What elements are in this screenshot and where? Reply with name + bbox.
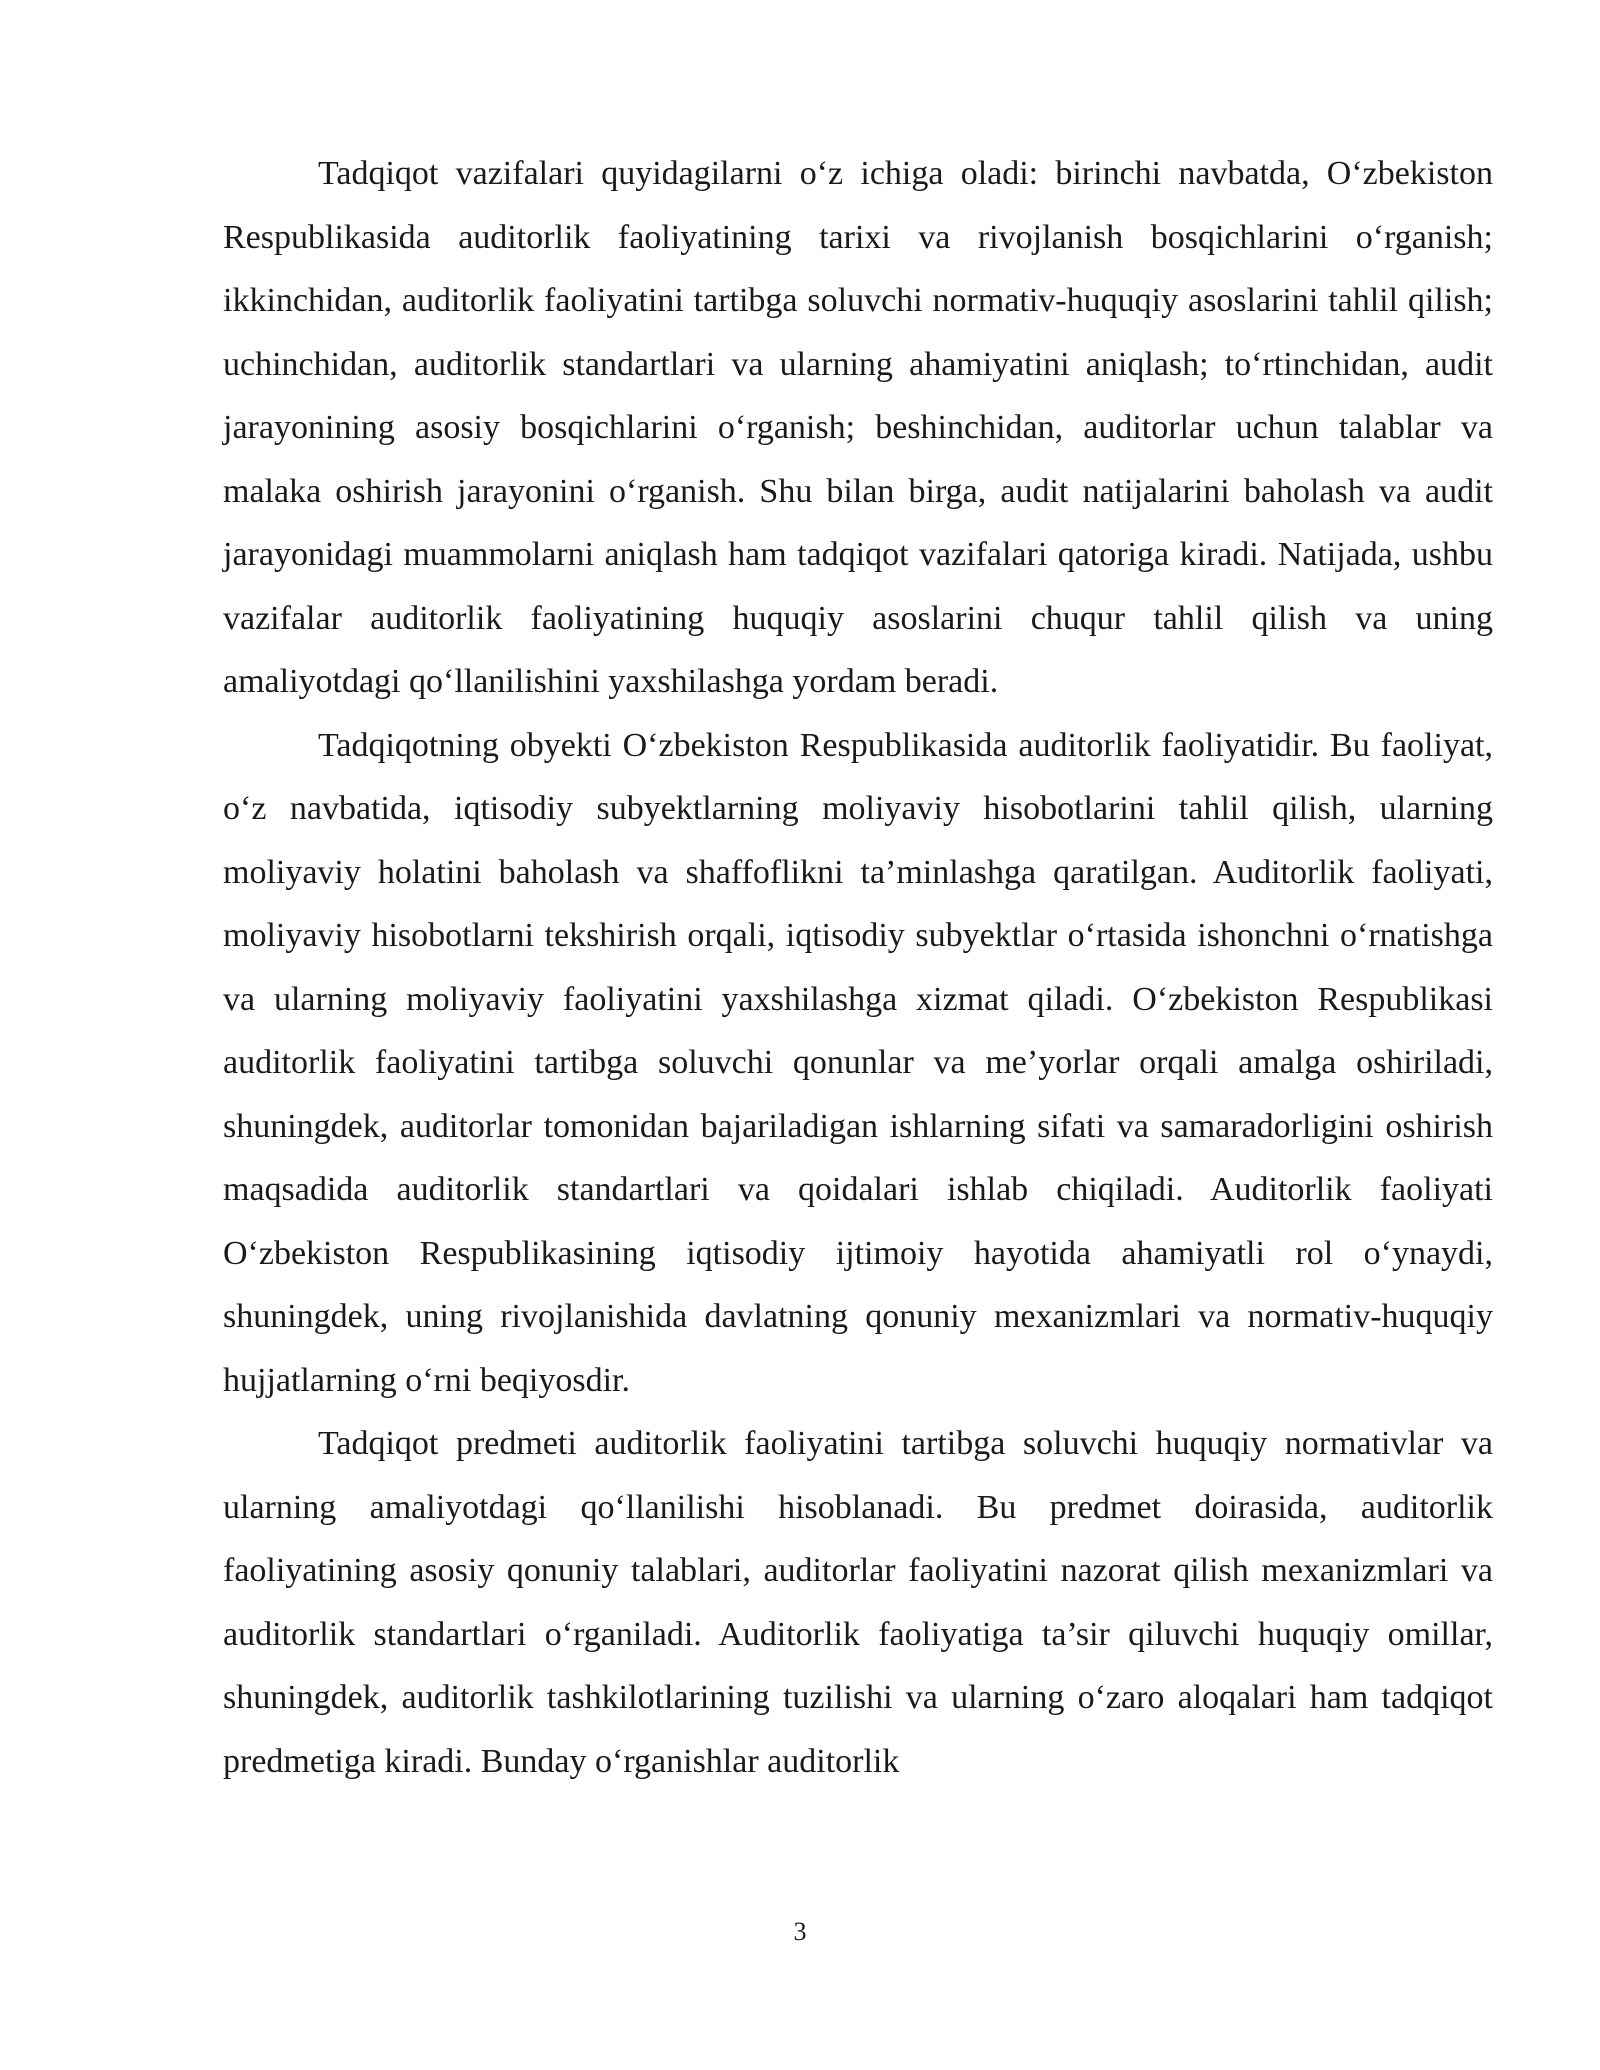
page-number: 3	[793, 1917, 807, 1946]
paragraph-research-subject: Tadqiqot predmeti auditorlik faoliyatini tartibga soluvchi huquqiy normativlar va ularning amaliyotdagi qo‘llanilishi hisoblanadi. Bu predmet doirasida, auditorlik faoliyatining asosiy qonuniy talablari, auditorlar faoliyatini nazorat qilish mexanizmlari va auditorlik standartlari o‘rganiladi. Auditorlik faoliyatiga ta’sir qiluvchi huquqiy omillar, shuningdek, auditorlik tashkilotlarining tuzilishi va ularning o‘zaro aloqalari ham tadqiqot predmetiga kiradi. Bunday o‘rganishlar auditorlik	[223, 1425, 1493, 1780]
paragraph-research-object: Tadqiqotning obyekti O‘zbekiston Respublikasida auditorlik faoliyatidir. Bu faoliyat, o‘z navbatida, iqtisodiy subyektlarning moliyaviy hisobotlarini tahlil qilish, ularning moliyaviy holatini baholash va shaffoflikni ta’minlashga qaratilgan. Auditorlik faoliyati, moliyaviy hisobotlarni tekshirish orqali, iqtisodiy subyektlar o‘rtasida ishonchni o‘rnatishga va ularning moliyaviy faoliyatini yaxshilashga xizmat qiladi. O‘zbekiston Respublikasi auditorlik faoliyatini tartibga soluvchi qonunlar va me’yorlar orqali amalga oshiriladi, shuningdek, auditorlar tomonidan bajariladigan ishlarning sifati va samaradorligini oshirish maqsadida auditorlik standartlari va qoidalari ishlab chiqiladi. Auditorlik faoliyati O‘zbekiston Respublikasining iqtisodiy ijtimoiy hayotida ahamiyatli rol o‘ynaydi, shuningdek, uning rivojlanishida davlatning qonuniy mexanizmlari va normativ-huquqiy hujjatlarning o‘rni beqiyosdir.	[223, 726, 1493, 1399]
body-text	[223, 142, 1493, 1793]
paragraph-research-tasks: Tadqiqot vazifalari quyidagilarni o‘z ichiga oladi: birinchi navbatda, O‘zbekiston Respublikasida auditorlik faoliyatining tarixi va rivojlanish bosqichlarini o‘rganish; ikkinchidan, auditorlik faoliyatini tartibga soluvchi normativ-huquqiy asoslarini tahlil qilish; uchinchidan, auditorlik standartlari va ularning ahamiyatini aniqlash; to‘rtinchidan, audit jarayonining asosiy bosqichlarini o‘rganish; beshinchidan, auditorlar uchun talablar va malaka oshirish jarayonini o‘rganish. Shu bilan birga, audit natijalarini baholash va audit jarayonidagi muammolarni aniqlash ham tadqiqot vazifalari qatoriga kiradi. Natijada, ushbu vazifalar auditorlik faoliyatining huquqiy asoslarini chuqur tahlil qilish va uning amaliyotdagi qo‘llanilishini yaxshilashga yordam beradi.	[223, 155, 1493, 700]
